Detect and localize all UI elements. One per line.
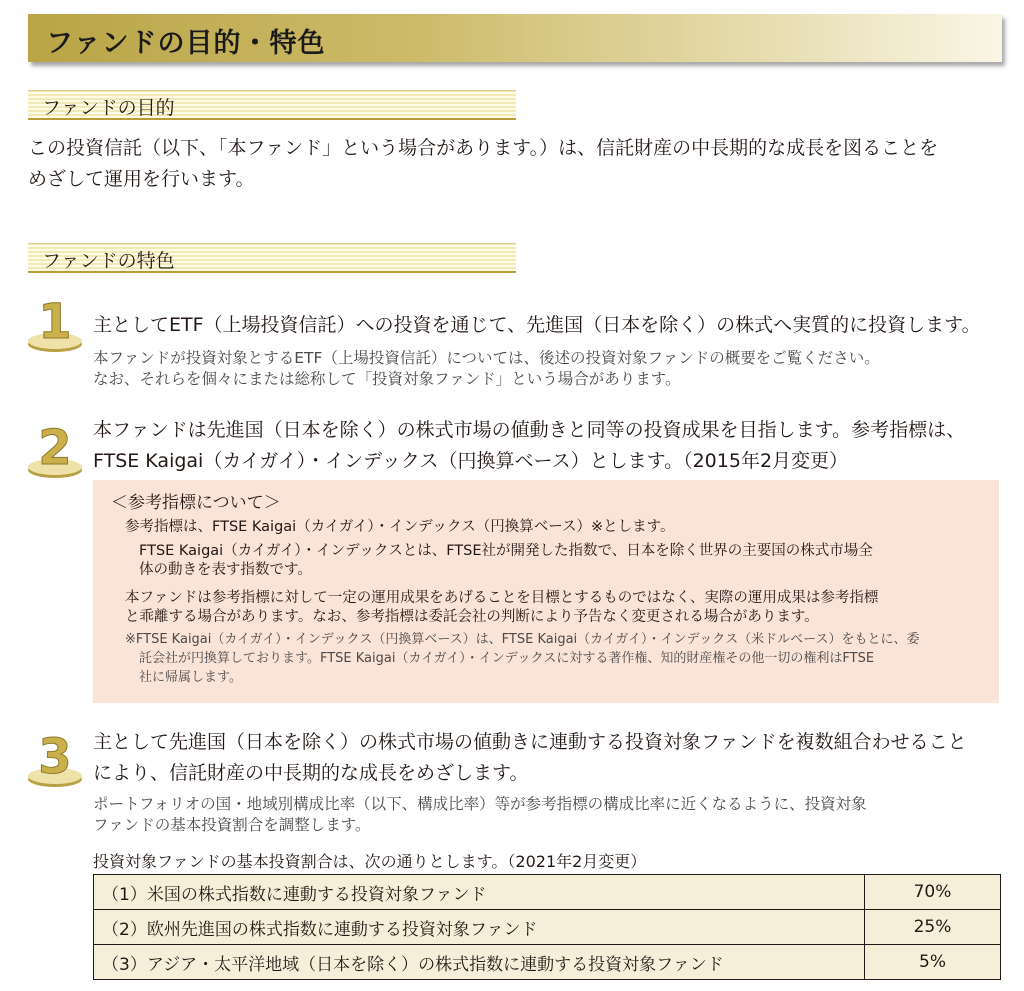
number-2-badge xyxy=(26,418,84,480)
note-line: 体の動きを表す指数です。 xyxy=(139,562,312,578)
feature-1-description xyxy=(93,348,1003,390)
purpose-text-line: めざして運用を行います。 xyxy=(28,168,255,190)
allocation-caption: 投資対象ファンドの基本投資割合は、次の通りとします。（2021年2月変更） xyxy=(93,852,647,871)
reference-index-note-box xyxy=(93,480,999,703)
purpose-heading-bar xyxy=(28,90,516,120)
purpose-text xyxy=(28,133,1003,195)
number-3-badge xyxy=(26,727,84,789)
page-title: ファンドの目的・特色 xyxy=(46,28,326,59)
feature-3-description-line: ファンドの基本投資割合を調整します。 xyxy=(93,816,371,834)
table-row xyxy=(94,945,1001,980)
table-row xyxy=(94,875,1001,910)
purpose-text-line: この投資信託（以下、「本ファンド」という場合があります。）は、信託財産の中長期的な成長を図ることを xyxy=(28,137,939,159)
features-heading: ファンドの特色 xyxy=(42,250,175,272)
allocation-percent: 70% xyxy=(865,875,1001,910)
number-1-badge xyxy=(26,292,84,354)
note-footnote: 社に帰属します。 xyxy=(139,670,242,685)
feature-2-title xyxy=(93,415,1003,477)
note-footnote: ※FTSE Kaigai（カイガイ）・インデックス（円換算ベース）は、FTSE Kaigai（カイガイ）・インデックス（米ドルベース）をもとに、委 xyxy=(125,632,920,647)
page-title-bar xyxy=(28,14,1002,62)
feature-3-description-line: ポートフォリオの国・地域別構成比率（以下、構成比率）等が参考指標の構成比率に近くなるように、投資対象 xyxy=(93,795,867,813)
feature-3-title xyxy=(93,727,1003,789)
feature-3-description xyxy=(93,794,1003,836)
feature-1-title: 主としてETF（上場投資信託）への投資を通じて、先進国（日本を除く）の株式へ実質的に投資します。 xyxy=(93,314,981,336)
allocation-table xyxy=(93,874,1001,980)
feature-2-title-line: FTSE Kaigai（カイガイ）・インデックス（円換算ベース）とします。（2015年2月変更） xyxy=(93,450,849,472)
note-heading: ＜参考指標について＞ xyxy=(111,493,281,513)
badge-number: 3 xyxy=(38,729,72,785)
feature-3-title-line: により、信託財産の中長期的な成長をめざします。 xyxy=(93,762,529,784)
note-line: FTSE Kaigai（カイガイ）・インデックスとは、FTSE社が開発した指数で、日本を除く世界の主要国の株式市場全 xyxy=(139,543,873,559)
allocation-label: （2）欧州先進国の株式指数に連動する投資対象ファンド xyxy=(94,910,865,945)
badge-number: 2 xyxy=(38,420,72,476)
purpose-heading: ファンドの目的 xyxy=(42,97,175,119)
feature-1-description-line: 本ファンドが投資対象とするETF（上場投資信託）については、後述の投資対象ファンドの概要をご覧ください。 xyxy=(93,349,880,367)
table-row xyxy=(94,910,1001,945)
allocation-percent: 25% xyxy=(865,910,1001,945)
badge-number: 1 xyxy=(38,294,72,350)
note-line: 本ファンドは参考指標に対して一定の運用成果をあげることを目標とするものではなく、実際の運用成果は参考指標 xyxy=(125,590,879,606)
allocation-label: （3）アジア・太平洋地域（日本を除く）の株式指数に連動する投資対象ファンド xyxy=(94,945,865,980)
allocation-percent: 5% xyxy=(865,945,1001,980)
allocation-label: （1）米国の株式指数に連動する投資対象ファンド xyxy=(94,875,865,910)
feature-2-title-line: 本ファンドは先進国（日本を除く）の株式市場の値動きと同等の投資成果を目指します。参考指標は、 xyxy=(93,419,966,441)
note-line: と乖離する場合があります。なお、参考指標は委託会社の判断により予告なく変更される場合があります。 xyxy=(125,609,819,625)
note-line: 参考指標は、FTSE Kaigai（カイガイ）・インデックス（円換算ベース）※とします。 xyxy=(125,519,675,535)
feature-3-title-line: 主として先進国（日本を除く）の株式市場の値動きに連動する投資対象ファンドを複数組合わせること xyxy=(93,731,967,753)
features-heading-bar xyxy=(28,243,516,273)
feature-1-description-line: なお、それらを個々にまたは総称して「投資対象ファンド」という場合があります。 xyxy=(93,370,681,388)
note-footnote: 託会社が円換算しております。FTSE Kaigai（カイガイ）・インデックスに対する著作権、知的財産権その他一切の権利はFTSE xyxy=(139,651,875,666)
